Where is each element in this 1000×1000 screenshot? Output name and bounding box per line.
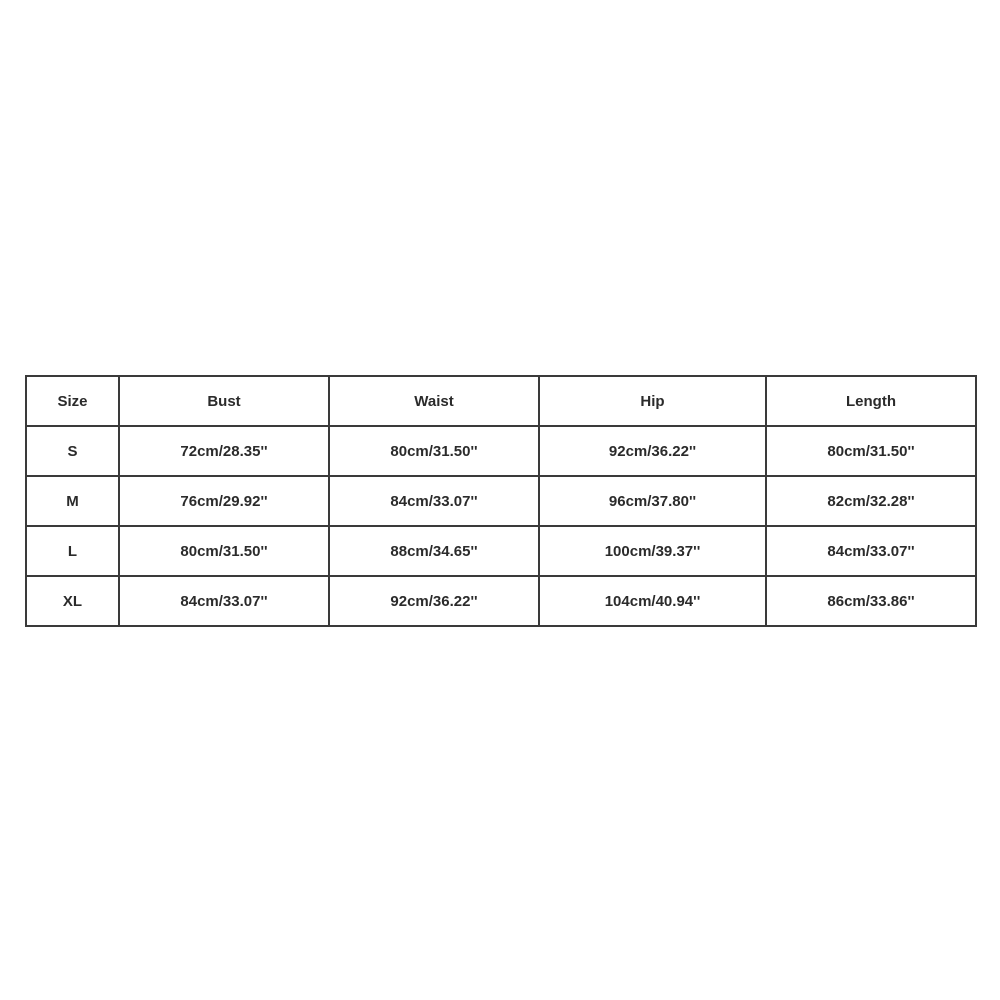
bust-cell: 80cm/31.50'': [119, 526, 329, 576]
size-cell: M: [26, 476, 119, 526]
size-cell: S: [26, 426, 119, 476]
hip-cell: 100cm/39.37'': [539, 526, 766, 576]
header-size: Size: [26, 376, 119, 426]
bust-cell: 76cm/29.92'': [119, 476, 329, 526]
bust-cell: 72cm/28.35'': [119, 426, 329, 476]
size-cell: XL: [26, 576, 119, 626]
table-row: [26, 526, 976, 576]
table-row: [26, 426, 976, 476]
header-row: [26, 376, 976, 426]
length-cell: 80cm/31.50'': [766, 426, 976, 476]
length-cell: 84cm/33.07'': [766, 526, 976, 576]
hip-cell: 104cm/40.94'': [539, 576, 766, 626]
header-bust: Bust: [119, 376, 329, 426]
waist-cell: 88cm/34.65'': [329, 526, 539, 576]
hip-cell: 92cm/36.22'': [539, 426, 766, 476]
waist-cell: 80cm/31.50'': [329, 426, 539, 476]
header-hip: Hip: [539, 376, 766, 426]
size-chart-table: [25, 375, 977, 627]
length-cell: 86cm/33.86'': [766, 576, 976, 626]
size-cell: L: [26, 526, 119, 576]
hip-cell: 96cm/37.80'': [539, 476, 766, 526]
waist-cell: 84cm/33.07'': [329, 476, 539, 526]
header-waist: Waist: [329, 376, 539, 426]
waist-cell: 92cm/36.22'': [329, 576, 539, 626]
bust-cell: 84cm/33.07'': [119, 576, 329, 626]
table-row: [26, 476, 976, 526]
header-length: Length: [766, 376, 976, 426]
length-cell: 82cm/32.28'': [766, 476, 976, 526]
table-row: [26, 576, 976, 626]
